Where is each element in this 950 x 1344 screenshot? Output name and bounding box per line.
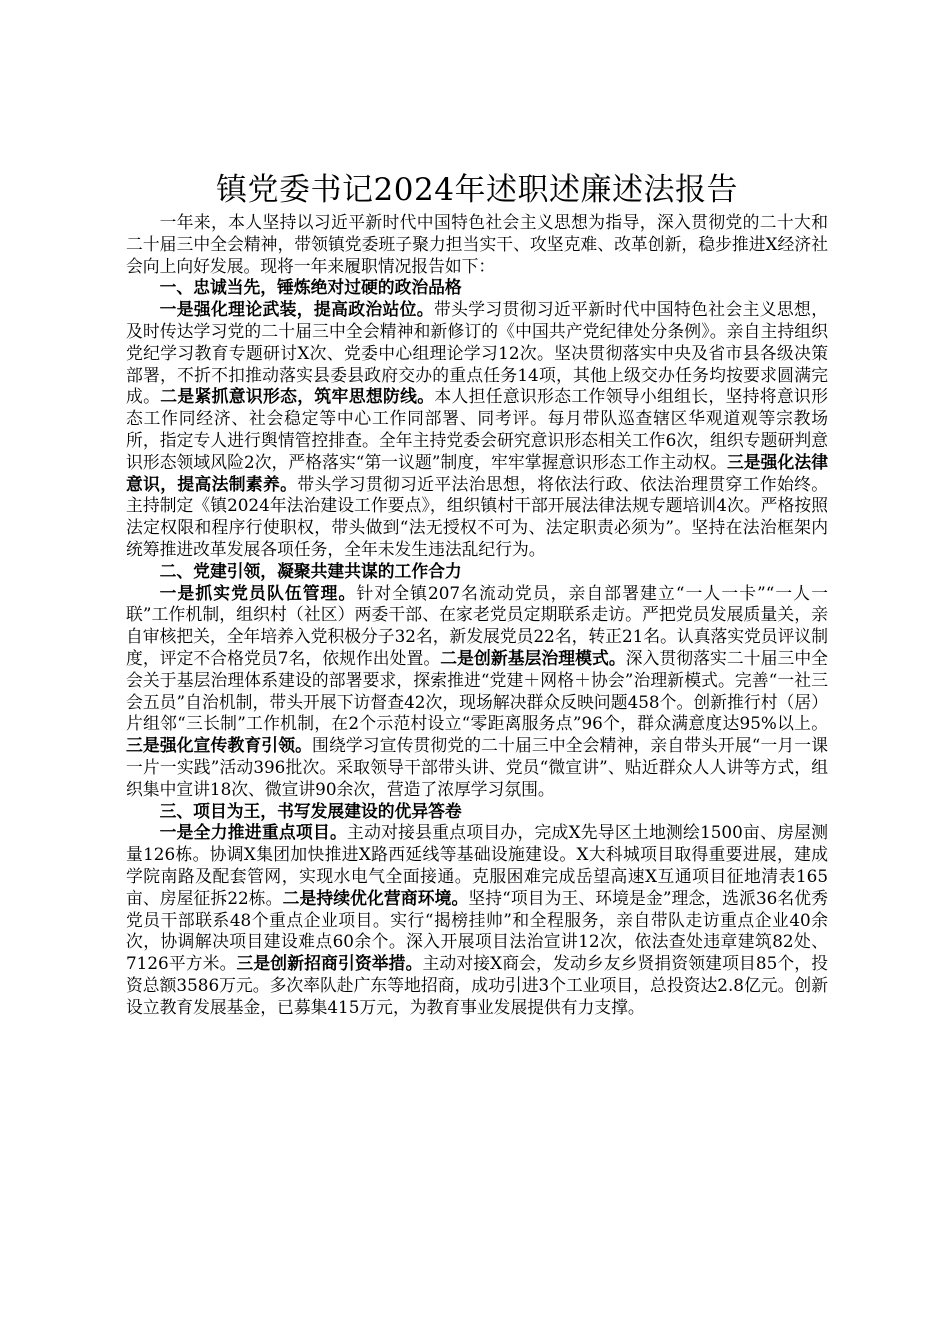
section-3-text-1: 主动对接县重点项目办，完成X先导区土地测绘1500亩、房屋测量126栋。协调X集团加快推进X路西延线等基础设施建设。X大科城项目取得重要进展，建成学院南路及配套管网，实现水电气全面接通。克服困难完成岳望高速X互通项目征地清表165亩、房屋征拆22栋。 (126, 822, 828, 908)
section-3-paragraph (126, 822, 828, 1018)
section-3-lead-1: 一是全力推进重点项目。 (159, 822, 348, 843)
section-1-lead-1: 一是强化理论武装，提高政治站位。 (159, 299, 434, 320)
section-2-paragraph (126, 583, 828, 801)
section-heading-2: 二、党建引领，凝聚共建共谋的工作合力 (159, 560, 462, 581)
section-3-text-2: 坚持“项目为王、环境是金”理念，选派36名优秀党员干部联系48个重点企业项目。实行“揭榜挂帅”和全程服务，亲自带队走访重点企业40余次，协调解决项目建设难点60余个。深入开展项目法治宣讲12次，依法查处违章建筑82处、7126平方米。 (126, 887, 828, 974)
section-1-lead-3: 三是强化法律意识，提高法制素养。 (126, 451, 828, 494)
section-1-text-3: 带头学习贯彻习近平法治思想，将依法行政、依法治理贯穿工作始终。主持制定《镇2024年法治建设工作要点》，组织镇村干部开展法律法规专题培训4次。严格按照法定权限和程序行使职权，带头做到“法无授权不可为、法定职责必须为”。坚持在法治框架内统筹推进改革发展各项任务，全年未发生违法乱纪行为。 (126, 473, 828, 559)
section-2-lead-2: 二是创新基层治理模式。 (440, 647, 626, 668)
section-2-lead-1: 一是抓实党员队伍管理。 (159, 582, 357, 603)
section-1-text-2: 本人担任意识形态工作领导小组组长，坚持将意识形态工作同经济、社会稳定等中心工作同部署、同考评。每月带队巡查辖区华观道观等宗教场所，指定专人进行舆情管控排查。全年主持党委会研究意识形态相关工作6次，组织专题研判意识形态领域风险2次，严格落实“第一议题”制度，牢牢掌握意识形态工作主动权。 (126, 386, 828, 472)
document-title: 镇党委书记2024年述职述廉述法报告 (216, 172, 738, 208)
section-1-lead-2: 二是紧抓意识形态，筑牢思想防线。 (160, 386, 435, 407)
section-1-paragraph (126, 299, 828, 561)
section-2-text-2: 深入贯彻落实二十届三中全会关于基层治理体系建设的部署要求，探索推进“党建＋网格＋协会”治理新模式。完善“一社三会五员”自治机制，带头开展下访督查42次，现场解决群众反映问题458个。创新推行村（居）片组邻“三长制”工作机制，在2个示范村设立“零距离服务点”96个，群众满意度达95%以上。 (126, 647, 828, 734)
section-heading-3: 三、项目为王，书写发展建设的优异答卷 (159, 800, 462, 821)
section-heading-1: 一、忠诚当先，锤炼绝对过硬的政治品格 (159, 277, 462, 298)
section-1-text-1: 带头学习贯彻习近平新时代中国特色社会主义思想，及时传达学习党的二十届三中全会精神和新修订的《中国共产党纪律处分条例》。亲自主持组织党纪学习教育专题研讨X次、党委中心组理论学习12次。坚决贯彻落实中央及省市县各级决策部署，不折不扣推动落实县委县政府交办的重点任务14项，其他上级交办任务均按要求圆满完成。 (126, 299, 828, 407)
section-3-lead-3: 三是创新招商引资举措。 (236, 953, 423, 974)
section-2-text-1: 针对全镇207名流动党员，亲自部署建立“一人一卡”“一人一联”工作机制，组织村（社区）两委干部、在家老党员定期联系走访。严把党员发展质量关，亲自审核把关，全年培养入党积极分子32名，新发展党员22名，转正21名。认真落实党员评议制度，评定不合格党员7名，依规作出处置。 (126, 582, 828, 668)
document-page (126, 168, 828, 1018)
intro-paragraph: 一年来，本人坚持以习近平新时代中国特色社会主义思想为指导，深入贯彻党的二十大和二十届三中全会精神，带领镇党委班子聚力担当实干、攻坚克难、改革创新，稳步推进X经济社会向上向好发展。现将一年来履职情况报告如下： (126, 212, 828, 276)
section-3-lead-2: 二是持续优化营商环境。 (282, 887, 469, 908)
section-2-text-3: 围绕学习宣传贯彻党的二十届三中全会精神，亲自带头开展“一月一课一片一实践”活动396批次。采取领导干部带头讲、党员“微宣讲”、贴近群众人人讲等方式，组织集中宣讲18次、微宣讲90余次，营造了浓厚学习氛围。 (126, 735, 828, 799)
section-3-text-3: 主动对接X商会，发动乡友乡贤捐资领建项目85个，投资总额3586万元。多次率队赴广东等地招商，成功引进3个工业项目，总投资达2.8亿元。创新设立教育发展基金，已募集415万元，为教育事业发展提供有力支撑。 (126, 953, 828, 1017)
section-2-lead-3: 三是强化宣传教育引领。 (126, 735, 313, 756)
